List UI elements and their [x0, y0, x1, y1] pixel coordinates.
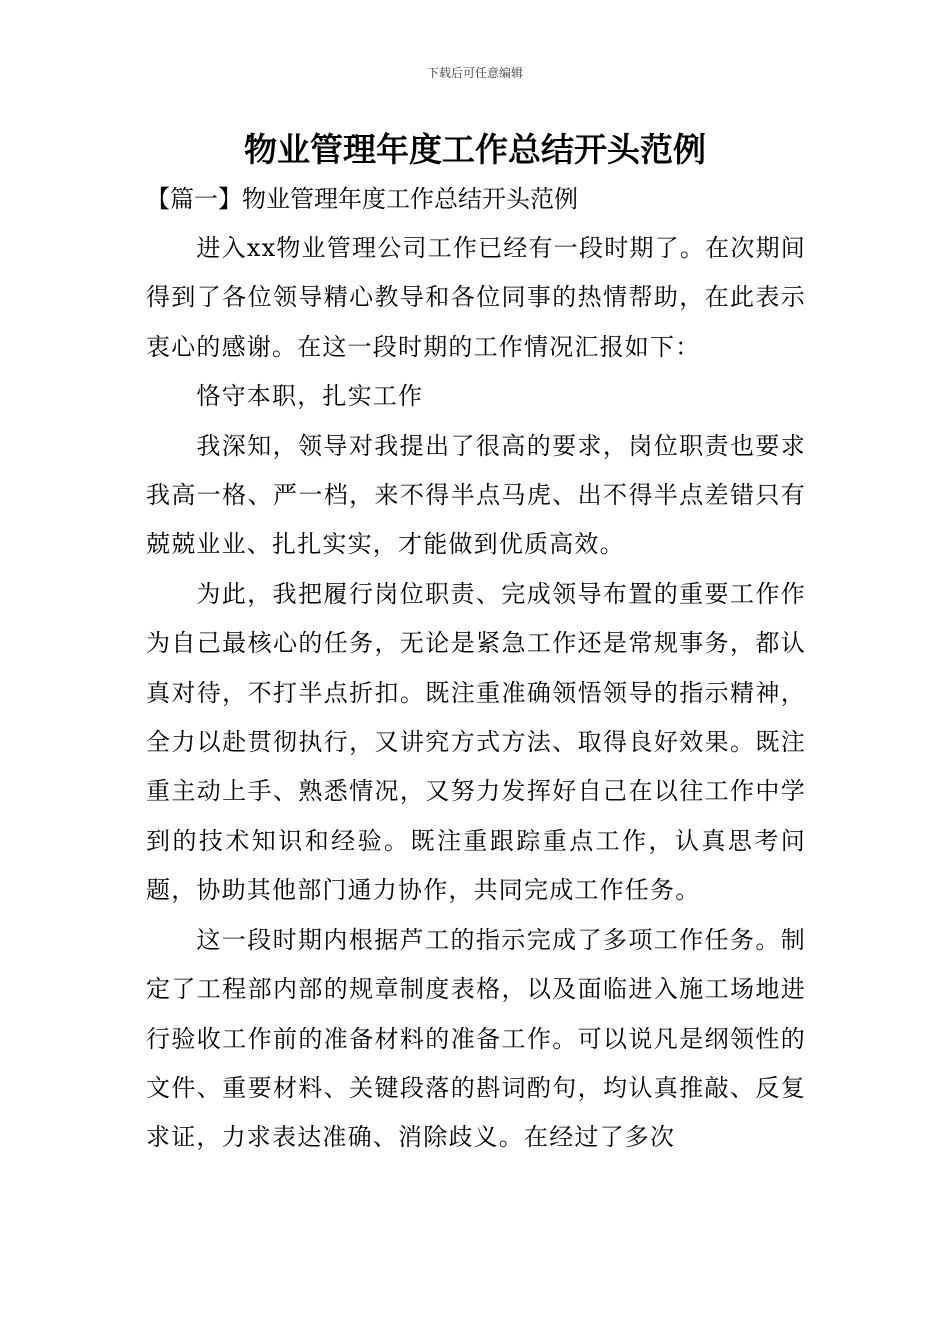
document-title: 物业管理年度工作总结开头范例 [244, 130, 706, 169]
section-heading: 【篇一】物业管理年度工作总结开头范例 [146, 185, 578, 213]
paragraph: 进入xx物业管理公司工作已经有一段时期了。在次期间得到了各位领导精心教导和各位同事的热情帮助，在此表示衷心的感谢。在这一段时期的工作情况汇报如下： [146, 234, 806, 361]
document-body [146, 176, 806, 1163]
page-header [0, 64, 950, 82]
paragraph: 为此，我把履行岗位职责、完成领导布置的重要工作作为自己最核心的任务，无论是紧急工作还是常规事务，都认真对待，不打半点折扣。既注重准确领悟领导的指示精神，全力以赴贯彻执行，又讲究方式方法、取得良好效果。既注重主动上手、熟悉情况，又努力发挥好自己在以往工作中学到的技术知识和经验。既注重跟踪重点工作，认真思考问题，协助其他部门通力协作，共同完成工作任务。 [146, 579, 806, 905]
paragraph: 我深知，领导对我提出了很高的要求，岗位职责也要求我高一格、严一档，来不得半点马虎、出不得半点差错只有兢兢业业、扎扎实实，才能做到优质高效。 [146, 431, 806, 559]
header-note: 下载后可任意编辑 [426, 66, 523, 80]
subheading: 恪守本职，扎实工作 [196, 382, 424, 411]
paragraph: 这一段时期内根据芦工的指示完成了多项工作任务。制定了工程部内部的规章制度表格，以及面临进入施工场地进行验收工作前的准备材料的准备工作。可以说凡是纲领性的文件、重要材料、关键段落的斟词酌句，均认真推敲、反复求证，力求表达准确、消除歧义。在经过了多次 [146, 925, 806, 1152]
